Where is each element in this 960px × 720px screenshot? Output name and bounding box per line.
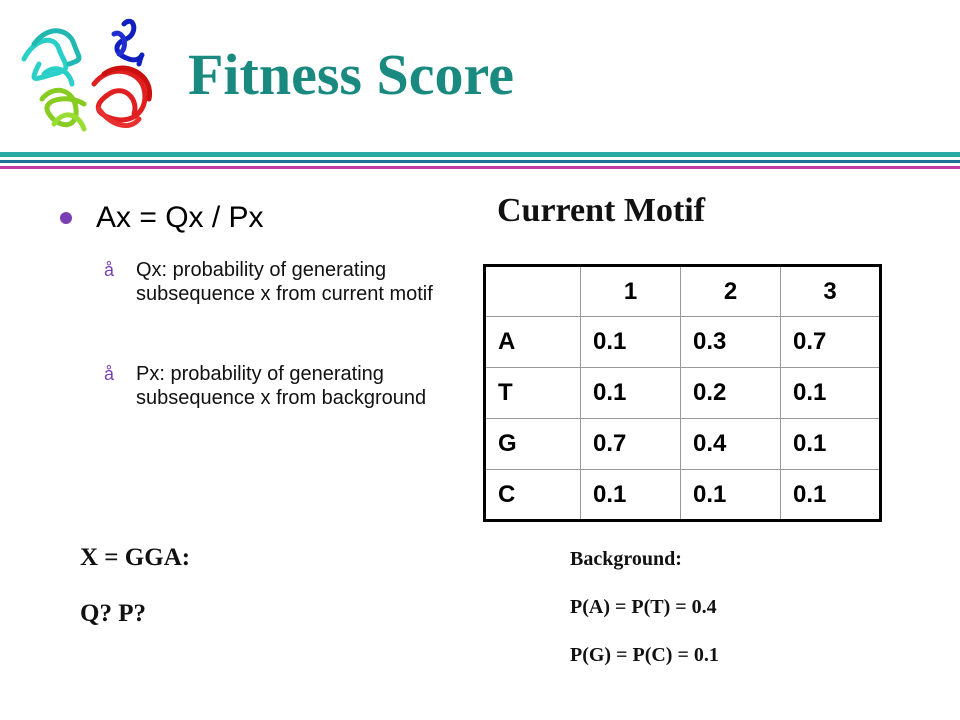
motif-table-title: Current Motif <box>497 192 706 229</box>
table-header-cell: 1 <box>581 266 681 317</box>
bullet-dot-icon <box>60 212 72 224</box>
slide-title: Fitness Score <box>188 42 514 107</box>
example-sequence: X = GGA: <box>80 544 191 571</box>
table-row <box>485 419 881 470</box>
table-cell: 0.2 <box>681 368 781 419</box>
table-row <box>485 470 881 521</box>
sub-bullet-marker: å <box>104 364 115 384</box>
table-header-cell <box>485 266 581 317</box>
divider-teal <box>0 152 960 157</box>
table-header-cell: 3 <box>781 266 881 317</box>
table-cell: 0.7 <box>781 317 881 368</box>
sub-bullet-marker: å <box>104 260 115 280</box>
protein-structure-icon <box>14 14 164 134</box>
table-cell: 0.1 <box>681 470 781 521</box>
table-cell: 0.4 <box>681 419 781 470</box>
table-row <box>485 317 881 368</box>
table-cell: 0.7 <box>581 419 681 470</box>
table-cell: 0.1 <box>581 317 681 368</box>
fitness-formula: Ax = Qx / Px <box>96 201 264 234</box>
row-label: C <box>485 470 581 521</box>
background-prob-gc: P(G) = P(C) = 0.1 <box>570 644 719 666</box>
table-row <box>485 368 881 419</box>
table-cell: 0.1 <box>581 368 681 419</box>
table-cell: 0.1 <box>781 470 881 521</box>
divider-blue <box>0 160 960 163</box>
sub-bullet-text: Px: probability of generating subsequence x from background <box>136 363 427 409</box>
divider-magenta <box>0 166 960 169</box>
table-cell: 0.3 <box>681 317 781 368</box>
table-cell: 0.1 <box>781 368 881 419</box>
background-heading: Background: <box>570 548 682 570</box>
motif-table <box>483 264 882 522</box>
table-header-cell: 2 <box>681 266 781 317</box>
table-cell: 0.1 <box>781 419 881 470</box>
background-prob-at: P(A) = P(T) = 0.4 <box>570 596 717 618</box>
row-label: T <box>485 368 581 419</box>
example-question: Q? P? <box>80 600 146 627</box>
sub-bullet-text: Qx: probability of generating subsequence x from current motif <box>136 259 433 305</box>
row-label: A <box>485 317 581 368</box>
table-header-row <box>485 266 881 317</box>
table-cell: 0.1 <box>581 470 681 521</box>
row-label: G <box>485 419 581 470</box>
